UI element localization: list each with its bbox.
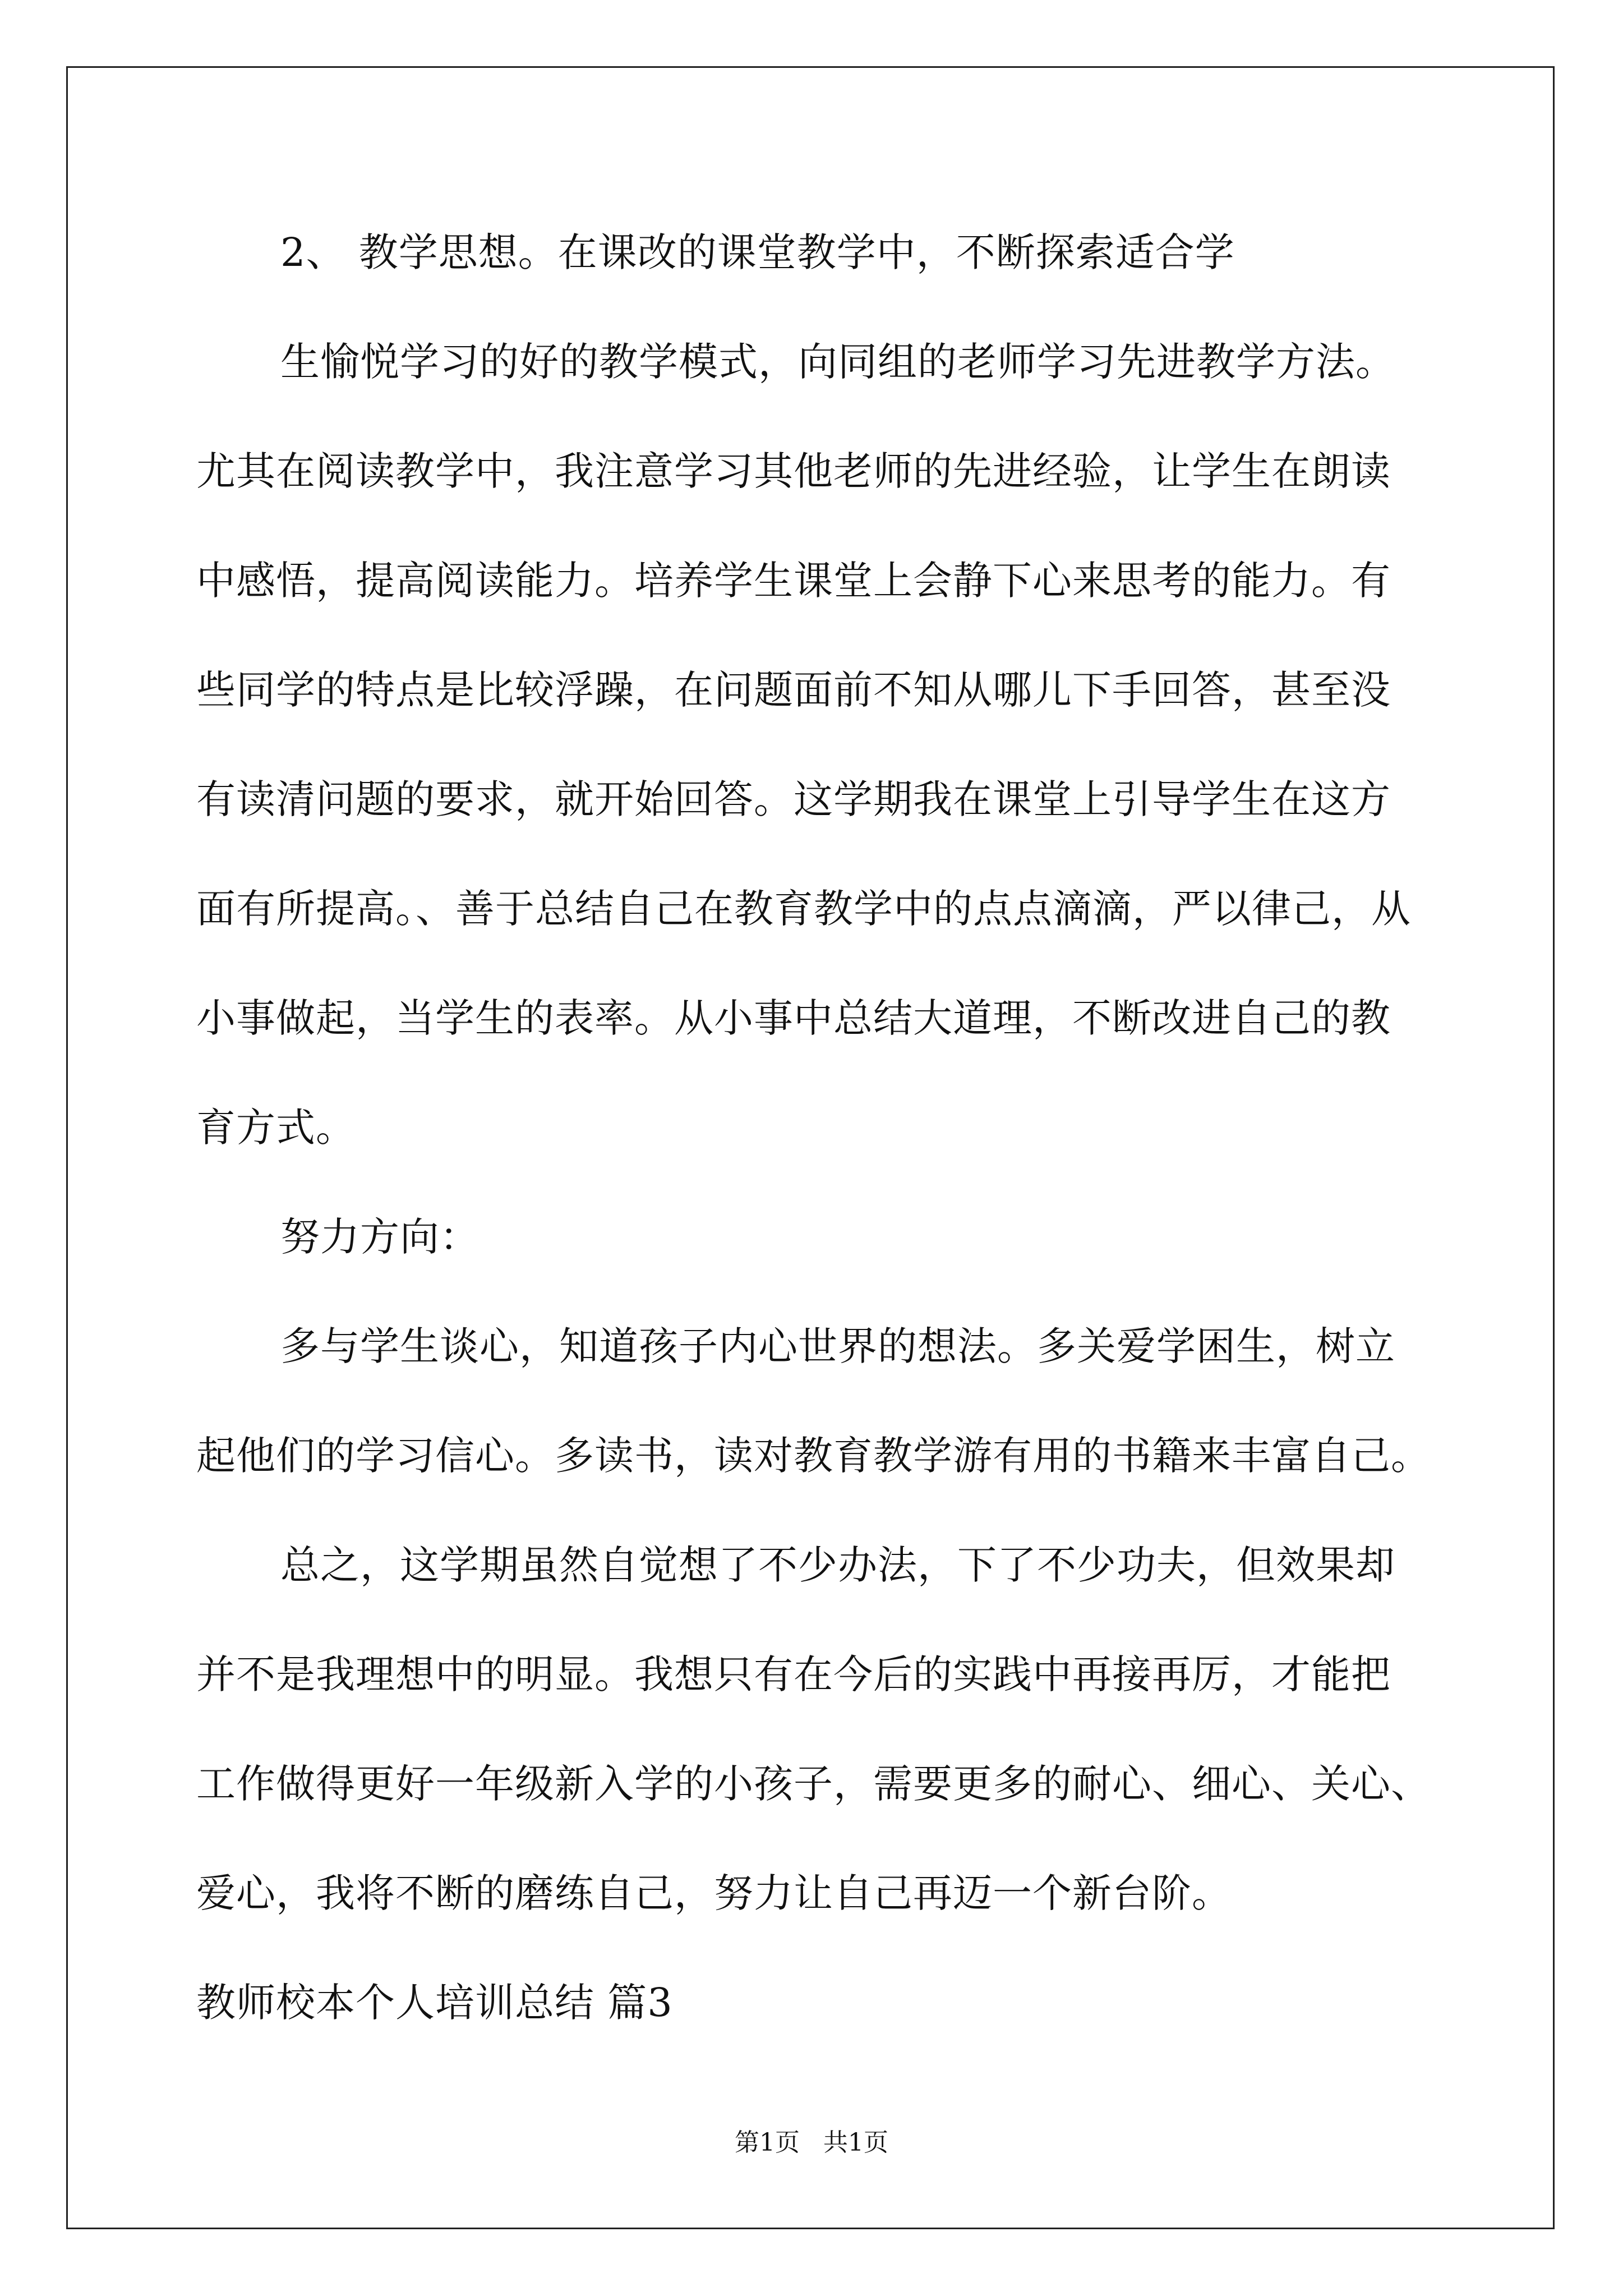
paragraph-line: 面有所提高。、善于总结自己在教育教学中的点点滴滴，严以律己，从 xyxy=(196,886,1411,932)
paragraph-line: 有读清问题的要求，就开始回答。这学期我在课堂上引导学生在这方 xyxy=(196,776,1391,822)
paragraph-line: 中感悟，提高阅读能力。培养学生课堂上会静下心来思考的能力。有 xyxy=(196,558,1391,604)
paragraph-line: 些同学的特点是比较浮躁，在问题面前不知从哪儿下手回答，甚至没 xyxy=(196,667,1391,713)
paragraph-line: 尤其在阅读教学中，我注意学习其他老师的先进经验，让学生在朗读 xyxy=(196,448,1391,494)
paragraph-line: 并不是我理想中的明显。我想只有在今后的实践中再接再厉，才能把 xyxy=(196,1651,1391,1697)
paragraph-line: 多与学生谈心，知道孩子内心世界的想法。多关爱学困生，树立 xyxy=(280,1323,1395,1369)
page-number-footer: 第1页 共1页 xyxy=(735,2128,888,2157)
paragraph-line: 工作做得更好一年级新入学的小孩子，需要更多的耐心、细心、关心、 xyxy=(196,1761,1431,1807)
paragraph-line: 总之，这学期虽然自觉想了不少办法，下了不少功夫，但效果却 xyxy=(280,1542,1395,1588)
paragraph-line: 2、 教学思想。在课改的课堂教学中，不断探索适合学 xyxy=(280,229,1235,275)
paragraph-line: 起他们的学习信心。多读书，读对教育教学游有用的书籍来丰富自己。 xyxy=(196,1433,1431,1479)
paragraph-line: 小事做起，当学生的表率。从小事中总结大道理，不断改进自己的教 xyxy=(196,995,1391,1041)
section-heading: 努力方向： xyxy=(280,1214,479,1260)
paragraph-line: 育方式。 xyxy=(196,1105,356,1151)
paragraph-line: 爱心，我将不断的磨练自己，努力让自己再迈一个新台阶。 xyxy=(196,1870,1232,1916)
article-title: 教师校本个人培训总结 篇3 xyxy=(196,1980,673,2026)
paragraph-line: 生愉悦学习的好的教学模式，向同组的老师学习先进教学方法。 xyxy=(280,339,1395,385)
